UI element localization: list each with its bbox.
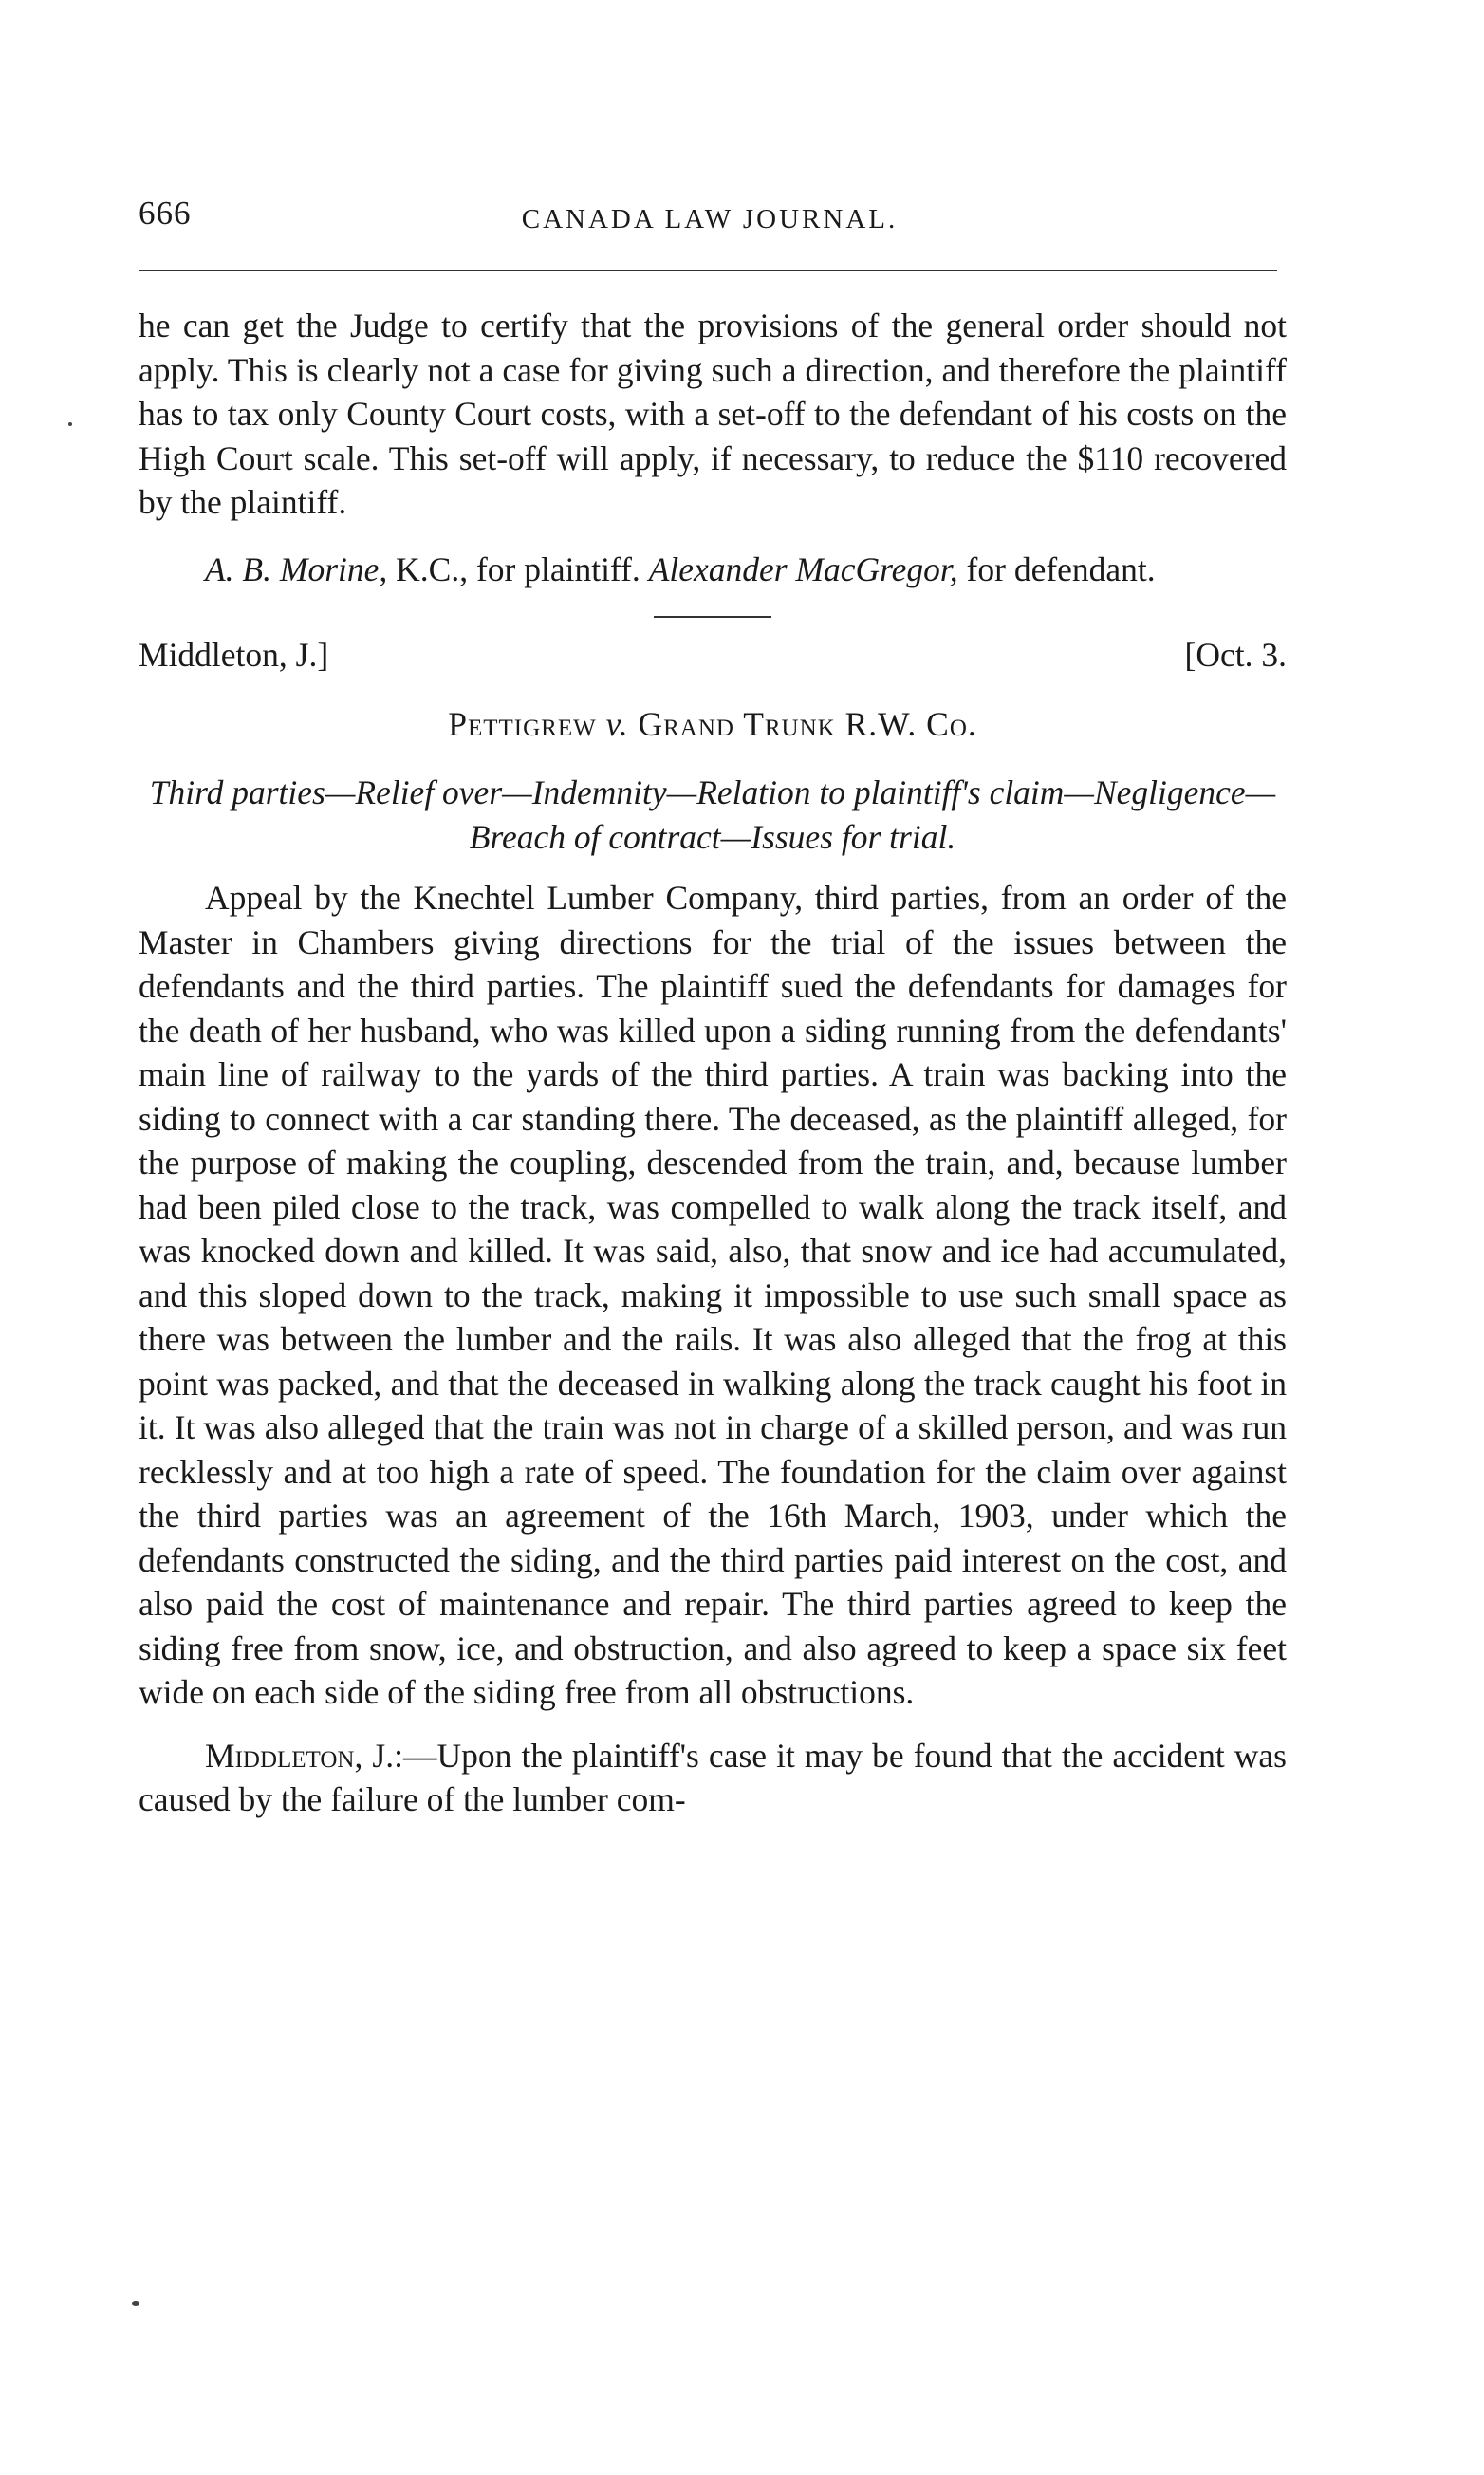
- defendant-counsel: Alexander MacGregor,: [648, 549, 958, 588]
- defendant-counsel-suffix: for defendant.: [957, 549, 1156, 588]
- page-number: 666: [139, 195, 192, 232]
- section-divider: [654, 616, 771, 618]
- judge-name: Middleton, J.]: [139, 636, 329, 674]
- judgment-judge-name: Middleton, J.: [205, 1736, 395, 1775]
- case-title-plaintiff: Pettigrew: [448, 704, 597, 743]
- case-title-versus: v.: [596, 704, 639, 743]
- plaintiff-counsel-suffix: K.C., for plaintiff.: [387, 549, 649, 588]
- judgment-text: :—Upon the plaintiff's case it may be found that the accident was caused by the failure of the lumber com-: [139, 1736, 1287, 1818]
- case-title-defendant: Grand Trunk R.W. Co.: [638, 704, 977, 743]
- running-head: CANADA LAW JOURNAL.: [521, 204, 899, 234]
- case-title: [139, 702, 1287, 747]
- margin-speck: [132, 2301, 139, 2306]
- plaintiff-counsel: A. B. Morine,: [205, 549, 388, 588]
- judgment-paragraph: [139, 1734, 1287, 1822]
- headnote: Third parties—Relief over—Indemnity—Relation to plaintiff's claim—Negligence—Breach of contract—Issues for trial.: [149, 773, 1276, 856]
- counsel-line: [139, 548, 1287, 592]
- opening-paragraph: he can get the Judge to certify that the provisions of the general order should not apply. This is clearly not a case for giving such a direction, and therefore the plaintiff has to tax only County Court costs, with a set-off to the defendant of his costs on the High Court scale. This set-off will apply, if necessary, to reduce the $110 recovered by the plaintiff.: [139, 307, 1287, 521]
- case-statement: Appeal by the Knechtel Lumber Company, third parties, from an order of the Master in Chambers giving directions for the trial of the issues between the defendants and the third parties. The plaintiff sued the defendants for damages for the death of her husband, who was killed upon a siding running from the defendants' main line of railway to the yards of the third parties. A train was backing into the siding to connect with a car standing there. The deceased, as the plaintiff alleged, for the purpose of making the coupling, descended from the train, and, because lumber had been piled close to the track, was compelled to walk along the track itself, and was knocked down and killed. It was said, also, that snow and ice had accumulated, and this sloped down to the track, making it impossible to use such small space as there was between the lumber and the rails. It was also alleged that the frog at this point was packed, and that the deceased in walking along the track caught his foot in it. It was also alleged that the train was not in charge of a skilled person, and was run recklessly and at too high a rate of speed. The foundation for the claim over against the third parties was an agreement of the 16th March, 1903, under which the defendants constructed the siding, and the third parties paid interest on the cost, and also paid the cost of maintenance and repair. The third parties agreed to keep the siding free from snow, ice, and obstruction, and also agreed to keep a space six feet wide on each side of the siding free from all obstructions.: [139, 879, 1287, 1711]
- header-rule: [139, 270, 1277, 271]
- page-header: [139, 195, 1281, 251]
- margin-speck: [68, 422, 72, 426]
- case-byline: [139, 633, 1287, 678]
- page-body: [139, 304, 1287, 1822]
- decision-date: [Oct. 3.: [1184, 636, 1287, 674]
